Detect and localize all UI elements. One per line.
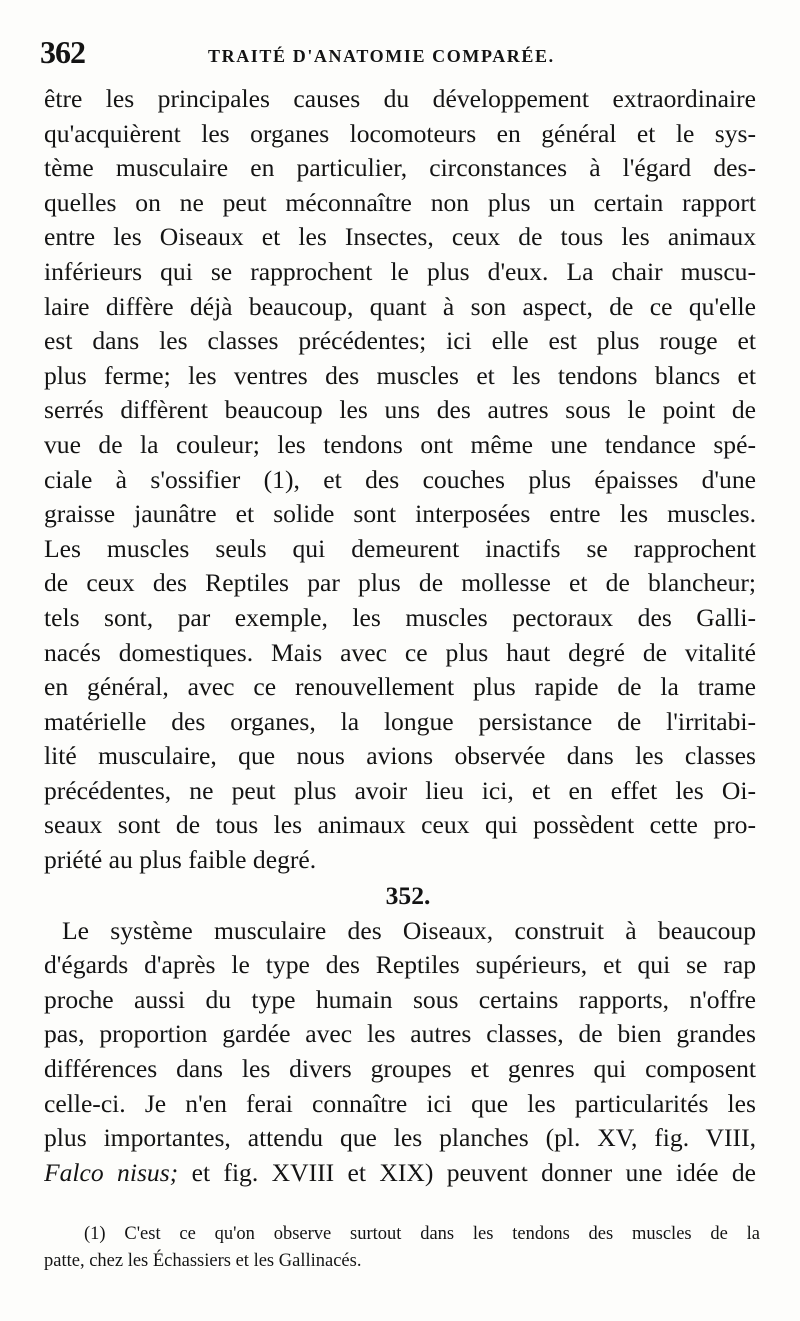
text-line: Les muscles seuls qui demeurent inactifs se rapprochent [44, 533, 756, 563]
section-number: 352. [385, 880, 431, 910]
text-line: nacés domestiques. Mais avec ce plus haut degré de vitalité [44, 637, 756, 667]
paragraph-1 [44, 82, 756, 878]
text-line: en général, avec ce renouvellement plus rapide de la trame [44, 672, 756, 702]
text-line: graisse jaunâtre et solide sont interposées entre les muscles. [44, 499, 756, 529]
footnote-line: patte, chez les Échassiers et les Gallinacés. [44, 1251, 362, 1271]
text-line: être les principales causes du développement extraordinaire [44, 84, 756, 113]
running-title: TRAITÉ D'ANATOMIE COMPARÉE. [208, 46, 555, 66]
text-line: serrés diffèrent beaucoup les uns des autres sous le point de [44, 395, 756, 425]
text-line: plus importantes, attendu que les planches (pl. XV, fig. VIII, [44, 1123, 756, 1153]
text-line: tels sont, par exemple, les muscles pectoraux des Galli- [44, 602, 756, 632]
text-line: précédentes, ne peut plus avoir lieu ici, et en effet les Oi- [44, 775, 756, 805]
footnote-line: (1) C'est ce qu'on observe surtout dans les tendons des muscles de la [84, 1224, 760, 1244]
text-line: tème musculaire en particulier, circonstances à l'égard des- [44, 153, 756, 183]
species-name: Falco nisus; [44, 1157, 179, 1187]
page-number: 362 [40, 34, 85, 70]
text-line: est dans les classes précédentes; ici elle est plus rouge et [44, 326, 756, 356]
text-line: pas, proportion gardée avec les autres classes, de bien grandes [44, 1019, 756, 1049]
text-line: proche aussi du type humain sous certains rapports, n'offre [44, 984, 756, 1014]
text-line: d'égards d'après le type des Reptiles supérieurs, et qui se rap [44, 950, 756, 980]
text-line: de ceux des Reptiles par plus de mollesse et de blancheur; [44, 568, 756, 598]
text-line: différences dans les divers groupes et genres qui composent [44, 1054, 756, 1084]
text-line: priété au plus faible degré. [44, 845, 317, 875]
text-line: vue de la couleur; les tendons ont même une tendance spé- [44, 429, 756, 459]
page-header [40, 34, 760, 74]
text-line [44, 1156, 756, 1191]
body-text [44, 82, 756, 1190]
text-fragment: et fig. XVIII et XIX) peuvent donner une idée de [178, 1157, 756, 1187]
text-line: quelles on ne peut méconnaître non plus un certain rapport [44, 187, 756, 217]
paragraph-2 [44, 914, 756, 1191]
text-line: matérielle des organes, la longue persistance de l'irritabi- [44, 706, 756, 736]
text-line: qu'acquièrent les organes locomoteurs en général et le sys- [44, 118, 756, 148]
text-line: Le système musculaire des Oiseaux, construit à beaucoup [62, 915, 756, 945]
text-line: entre les Oiseaux et les Insectes, ceux de tous les animaux [44, 222, 756, 252]
text-line: inférieurs qui se rapprochent le plus d'eux. La chair muscu- [44, 256, 756, 286]
text-line: seaux sont de tous les animaux ceux qui possèdent cette pro- [44, 810, 756, 840]
text-line: plus ferme; les ventres des muscles et les tendons blancs et [44, 360, 756, 390]
text-line: ciale à s'ossifier (1), et des couches plus épaisses d'une [44, 464, 756, 494]
text-line: laire diffère déjà beaucoup, quant à son aspect, de ce qu'elle [44, 291, 756, 321]
footnote [44, 1221, 760, 1275]
text-line: lité musculaire, que nous avions observée dans les classes [44, 741, 756, 771]
text-line: celle-ci. Je n'en ferai connaître ici que les particularités les [44, 1088, 756, 1118]
